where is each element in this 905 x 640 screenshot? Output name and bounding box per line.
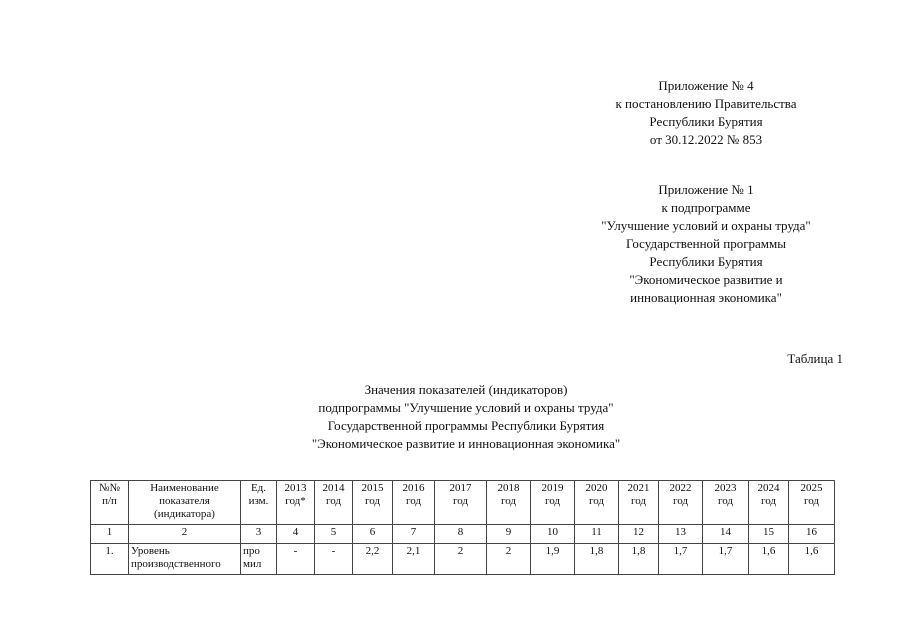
table-header-cell	[393, 481, 435, 525]
table-title	[240, 381, 692, 453]
unit-cell-text: мил	[243, 558, 262, 570]
value-cell-text: 1,6	[761, 545, 776, 557]
table-header-cell-text: 2017	[449, 482, 472, 494]
table-header-cell	[703, 481, 749, 525]
table-header-cell-text: 2019	[541, 482, 564, 494]
indicator-name-cell-text: производственного	[131, 558, 221, 570]
table-header-cell	[91, 481, 129, 525]
table-header-cell-text: год	[405, 495, 422, 507]
table-header-cell-text: год	[544, 495, 561, 507]
column-number-cell	[353, 525, 393, 544]
table-header-cell	[435, 481, 487, 525]
approval-line: к постановлению Правительства	[615, 96, 797, 111]
value-cell	[315, 544, 353, 575]
column-number-cell-text: 5	[330, 526, 337, 538]
table-header-cell	[619, 481, 659, 525]
column-number-cell	[277, 525, 315, 544]
value-cell	[353, 544, 393, 575]
appendix-line: инновационная экономика"	[630, 290, 782, 305]
column-number-cell-text: 7	[410, 526, 417, 538]
table-header-cell	[353, 481, 393, 525]
column-number-cell-text: 8	[457, 526, 464, 538]
column-number-cell-text: 4	[292, 526, 299, 538]
row-number-cell	[91, 544, 129, 575]
value-cell	[393, 544, 435, 575]
subprogram-appendix-reference	[560, 181, 852, 307]
value-cell-text: 2	[505, 545, 512, 557]
table-header-cell	[749, 481, 789, 525]
unit-cell	[241, 544, 277, 575]
indicators-table	[90, 480, 835, 575]
table-header-cell-text: год	[717, 495, 734, 507]
table-header-cell-text: год	[364, 495, 381, 507]
column-number-cell-text: 3	[255, 526, 262, 538]
column-number-cell	[789, 525, 835, 544]
column-number-cell	[315, 525, 353, 544]
column-number-cell	[393, 525, 435, 544]
table-header-cell-text: 2021	[627, 482, 650, 494]
table-header-cell-text: №№	[99, 482, 120, 494]
appendix-line: "Улучшение условий и охраны труда"	[601, 218, 811, 233]
table-header-cell-text: год	[588, 495, 605, 507]
column-number-cell-text: 9	[505, 526, 512, 538]
column-number-cell	[435, 525, 487, 544]
table-title-line: "Экономическое развитие и инновационная экономика"	[311, 436, 621, 451]
table-header-cell-text: 2015	[361, 482, 384, 494]
column-number-cell-text: 15	[763, 526, 774, 538]
approval-reference	[584, 77, 828, 149]
value-cell	[619, 544, 659, 575]
column-number-cell-text: 10	[547, 526, 558, 538]
table-header-cell-text: показателя	[159, 495, 210, 507]
table-header-cell	[789, 481, 835, 525]
table-title-line: Государственной программы Республики Бурятия	[327, 418, 605, 433]
appendix-line: Республики Бурятия	[649, 254, 763, 269]
column-number-cell	[575, 525, 619, 544]
value-cell-text: 1,6	[804, 545, 819, 557]
table-header-cell-text: 2013	[284, 482, 307, 494]
table-header-cell-text: 2018	[497, 482, 520, 494]
approval-line: Республики Бурятия	[649, 114, 763, 129]
value-cell-text: -	[331, 545, 336, 557]
row-number-cell-text: 1.	[105, 545, 114, 557]
table-header-cell	[575, 481, 619, 525]
column-number-cell	[487, 525, 531, 544]
indicator-name-cell	[129, 544, 241, 575]
value-cell-text: 1,9	[545, 545, 560, 557]
column-number-cell-text: 14	[720, 526, 731, 538]
table-header-cell-text: год	[760, 495, 777, 507]
value-cell	[749, 544, 789, 575]
table-number-label: Таблица 1	[787, 351, 843, 366]
table-header-cell-text: 2025	[800, 482, 823, 494]
table-header-cell	[315, 481, 353, 525]
value-cell	[487, 544, 531, 575]
value-cell	[435, 544, 487, 575]
table-header-cell-text: год	[630, 495, 647, 507]
table-header-cell-text: год	[325, 495, 342, 507]
value-cell-text: 1,7	[673, 545, 688, 557]
appendix-line: к подпрограмме	[661, 200, 751, 215]
table-header-cell	[487, 481, 531, 525]
column-number-cell-text: 12	[633, 526, 644, 538]
column-number-cell	[749, 525, 789, 544]
value-cell	[277, 544, 315, 575]
table-title-line: Значения показателей (индикаторов)	[364, 382, 568, 397]
table-header-cell	[531, 481, 575, 525]
value-cell	[575, 544, 619, 575]
table-header-cell-text: Наименование	[150, 482, 219, 494]
table-header-cell-text: год	[672, 495, 689, 507]
table-row	[91, 544, 835, 575]
table-header-cell-text: год*	[285, 495, 306, 507]
table-header-cell	[659, 481, 703, 525]
column-number-cell-text: 16	[806, 526, 817, 538]
column-number-cell	[703, 525, 749, 544]
unit-cell-text: про	[243, 545, 260, 557]
column-number-cell-text: 11	[591, 526, 602, 538]
table-header-cell-text: 2022	[669, 482, 692, 494]
appendix-line: Государственной программы	[625, 236, 786, 251]
value-cell-text: 1,8	[589, 545, 604, 557]
column-number-cell-text: 1	[106, 526, 113, 538]
table-header-cell-text: год	[500, 495, 517, 507]
column-number-cell-text: 2	[181, 526, 188, 538]
column-number-cell-text: 13	[675, 526, 686, 538]
value-cell-text: 2	[457, 545, 464, 557]
table-header-cell-text: 2014	[322, 482, 345, 494]
column-number-cell	[129, 525, 241, 544]
value-cell	[659, 544, 703, 575]
table-header-cell-text: год	[452, 495, 469, 507]
table-header-cell-text: изм.	[248, 495, 269, 507]
value-cell-text: 1,8	[631, 545, 646, 557]
column-number-cell	[659, 525, 703, 544]
column-number-cell	[531, 525, 575, 544]
appendix-line: Приложение № 1	[658, 182, 754, 197]
table-header-cell-text: 2023	[714, 482, 737, 494]
value-cell-text: -	[293, 545, 298, 557]
value-cell-text: 2,1	[406, 545, 421, 557]
approval-line: от 30.12.2022 № 853	[649, 132, 763, 147]
value-cell-text: 2,2	[365, 545, 380, 557]
column-number-cell	[619, 525, 659, 544]
table-header-row	[91, 481, 835, 525]
table-header-cell-text: п/п	[102, 495, 117, 507]
table-header-cell-text: 2016	[402, 482, 425, 494]
value-cell	[703, 544, 749, 575]
table-header-cell-text: год	[803, 495, 820, 507]
table-header-cell-text: (индикатора)	[154, 508, 215, 520]
value-cell	[531, 544, 575, 575]
table-header-cell	[241, 481, 277, 525]
value-cell	[789, 544, 835, 575]
table-header-cell-text: Ед.	[250, 482, 267, 494]
indicator-name-cell-text: Уровень	[131, 545, 170, 557]
table-title-line: подпрограммы "Улучшение условий и охраны труда"	[318, 400, 614, 415]
table-column-number-row	[91, 525, 835, 544]
table-header-cell-text: 2020	[585, 482, 608, 494]
table-header-cell	[129, 481, 241, 525]
appendix-line: "Экономическое развитие и	[629, 272, 783, 287]
approval-line: Приложение № 4	[658, 78, 754, 93]
column-number-cell	[91, 525, 129, 544]
value-cell-text: 1,7	[718, 545, 733, 557]
table-header-cell	[277, 481, 315, 525]
column-number-cell-text: 6	[369, 526, 376, 538]
column-number-cell	[241, 525, 277, 544]
table-header-cell-text: 2024	[757, 482, 780, 494]
